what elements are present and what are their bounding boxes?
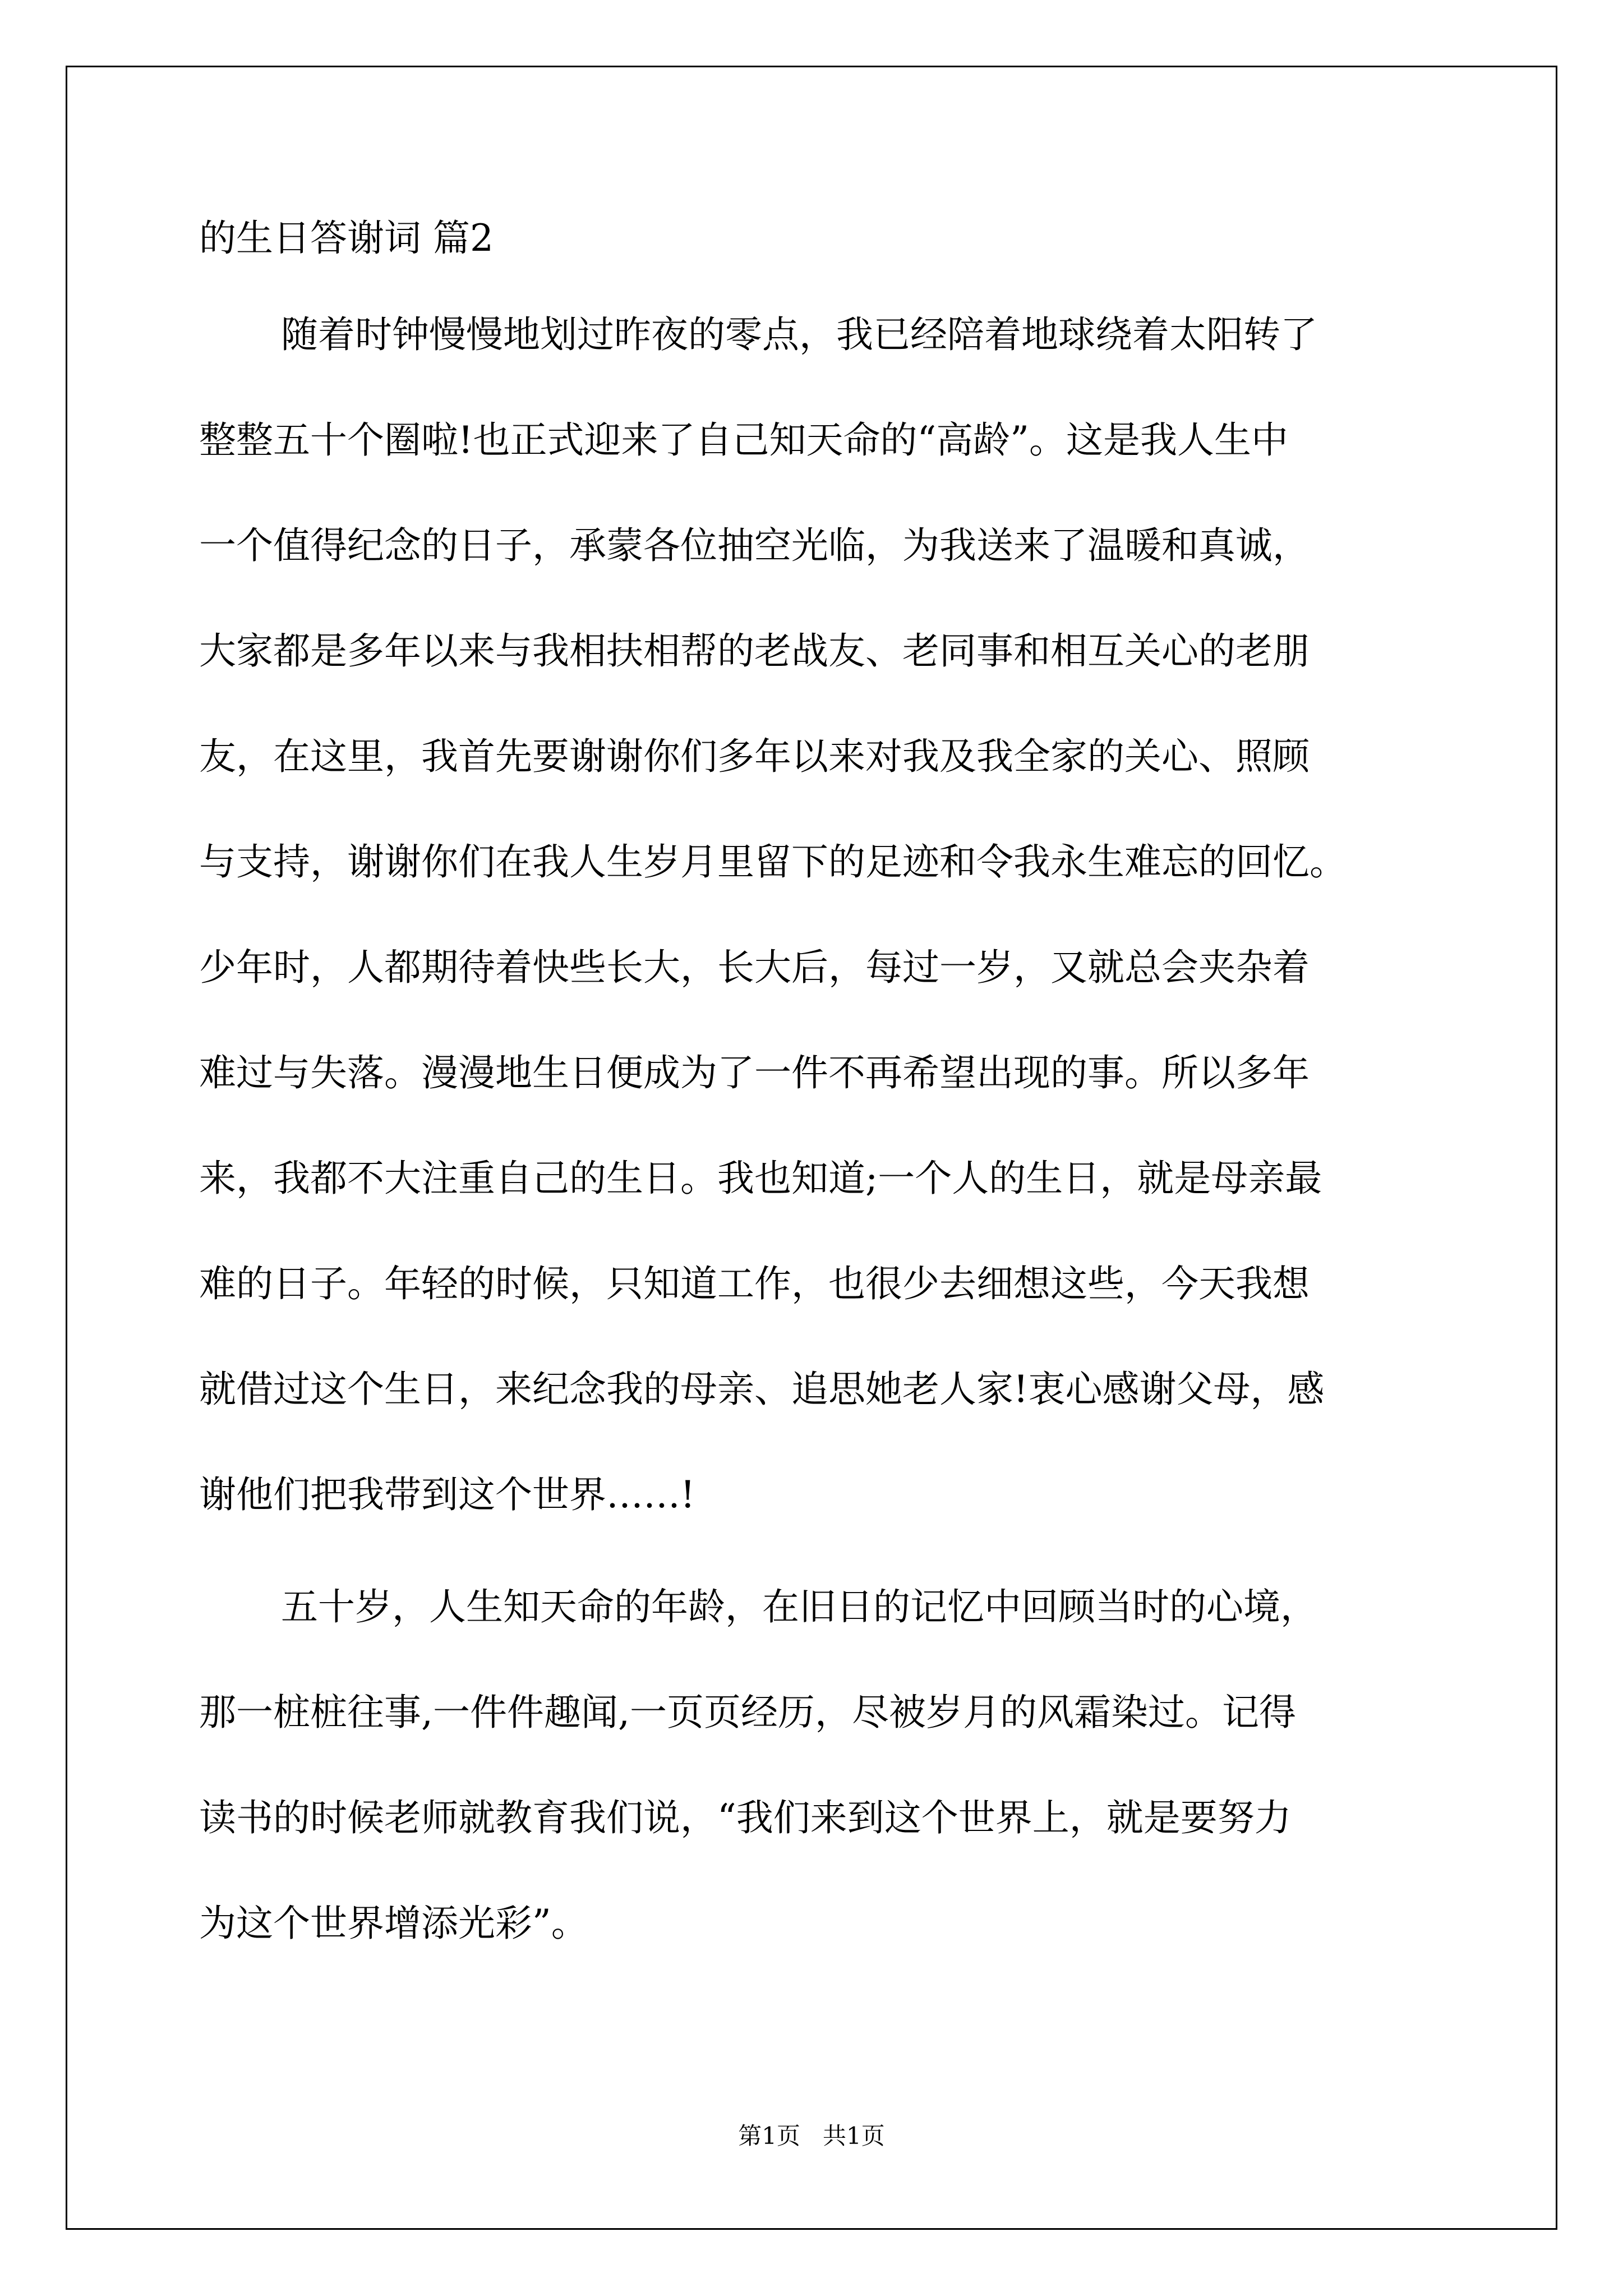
text-line: 大家都是多年以来与我相扶相帮的老战友、老同事和相互关心的老朋 [199,629,1310,673]
text-line: 随着时钟慢慢地划过昨夜的零点，我已经陪着地球绕着太阳转了 [281,313,1317,356]
document-heading: 的生日答谢词 篇2 [199,217,494,260]
text-line: 为这个世界增添光彩”。 [199,1902,588,1945]
paragraph-2 [199,1585,1433,2007]
paragraph-1 [199,312,1433,1578]
text-line: 少年时，人都期待着快些长大，长大后，每过一岁，又就总会夹杂着 [199,946,1310,989]
text-line: 友，在这里，我首先要谢谢你们多年以来对我及我全家的关心、照顾 [199,735,1310,778]
text-line: 谢他们把我带到这个世界……! [199,1473,695,1516]
text-line: 一个值得纪念的日子，承蒙各位抽空光临，为我送来了温暖和真诚， [199,524,1310,567]
page-number-footer: 第1页 共1页 [738,2122,885,2150]
text-line: 就借过这个生日，来纪念我的母亲、追思她老人家!衷心感谢父母，感 [199,1368,1325,1411]
text-line: 整整五十个圈啦!也正式迎来了自己知天命的“高龄”。这是我人生中 [199,418,1289,462]
text-line: 那一桩桩往事,一件件趣闻,一页页经历，尽被岁月的风霜染过。记得 [199,1691,1296,1734]
text-line: 难的日子。年轻的时候，只知道工作，也很少去细想这些，今天我想 [199,1262,1310,1305]
text-line: 读书的时候老师就教育我们说，“我们来到这个世界上，就是要努力 [199,1796,1292,1839]
text-line: 难过与失落。漫漫地生日便成为了一件不再希望出现的事。所以多年 [199,1051,1310,1094]
text-line: 与支持，谢谢你们在我人生岁月里留下的足迹和令我永生难忘的回忆。 [199,840,1347,884]
text-line: 五十岁，人生知天命的年龄，在旧日的记忆中回顾当时的心境， [281,1585,1317,1628]
text-line: 来，我都不大注重自己的生日。我也知道;一个人的生日，就是母亲最 [199,1157,1322,1200]
